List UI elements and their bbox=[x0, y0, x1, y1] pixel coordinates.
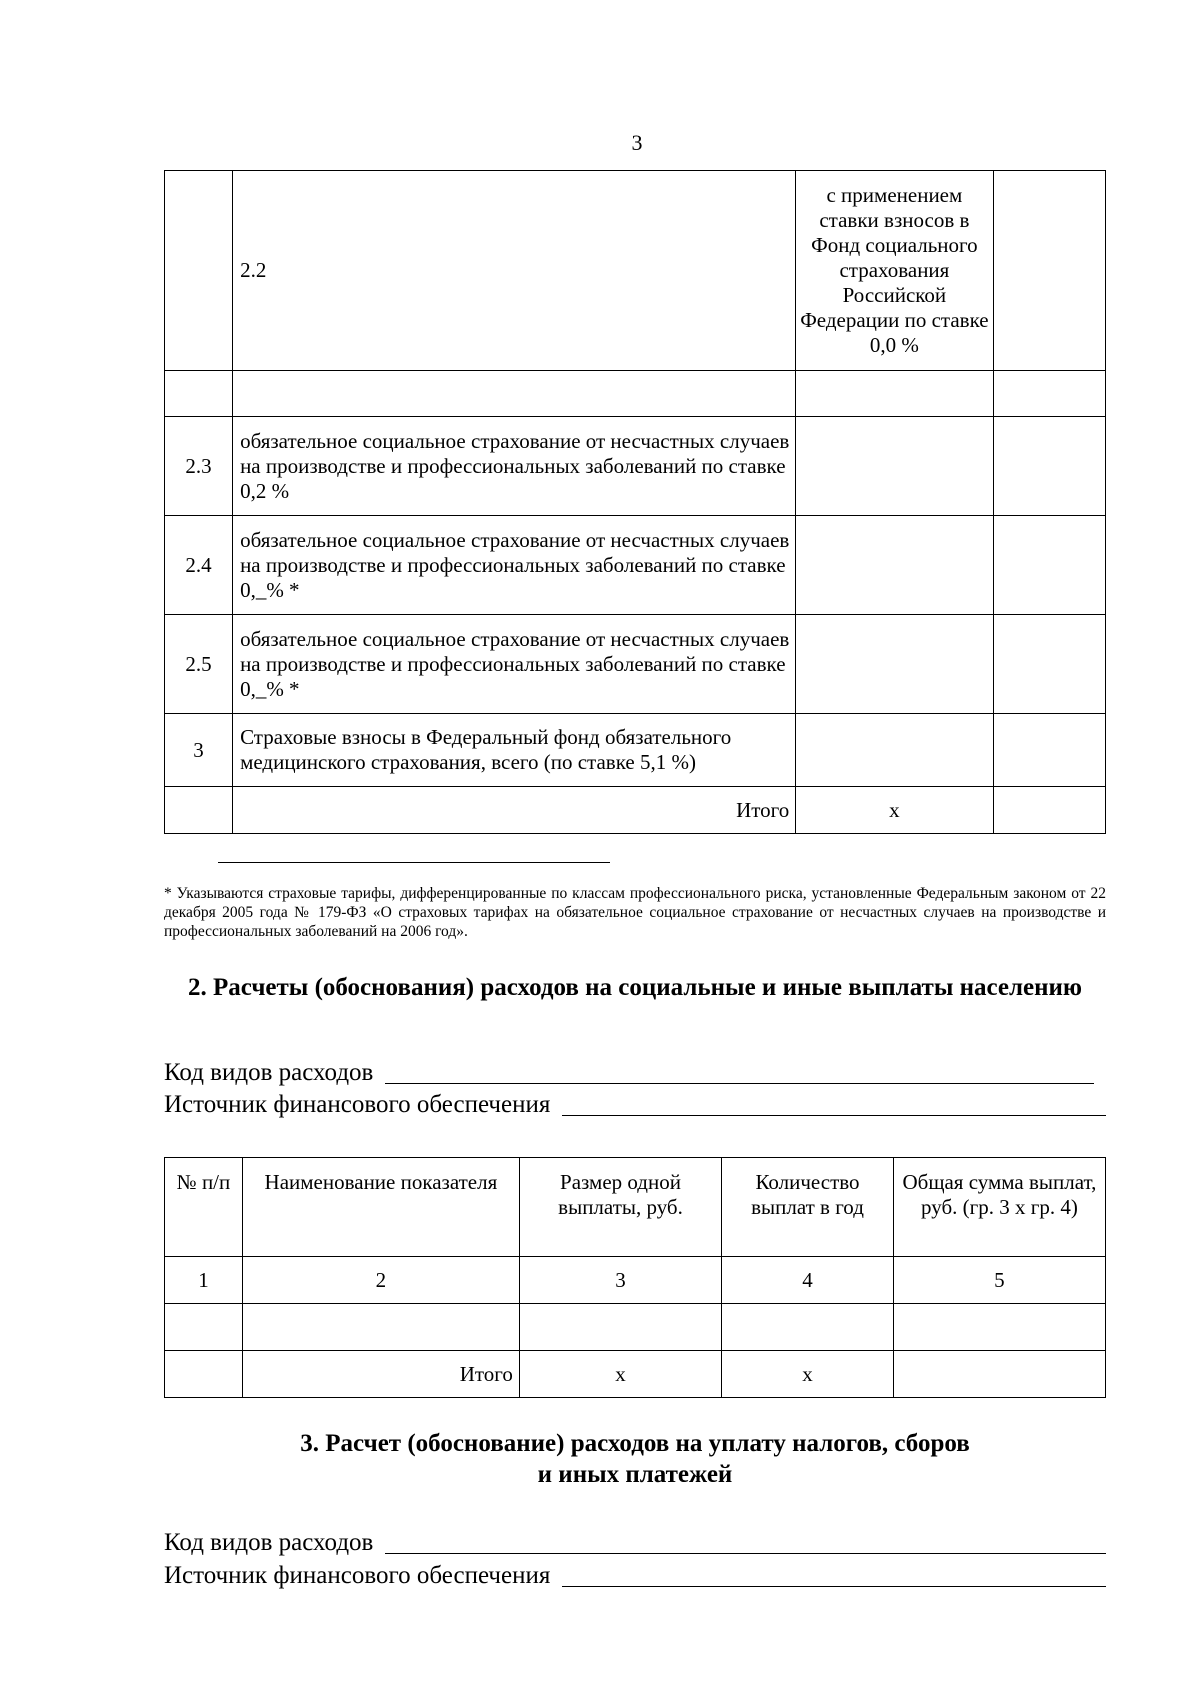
total-label: Итого bbox=[242, 1351, 519, 1398]
section-2-title: 2. Расчеты (обоснования) расходов на социальные и иные выплаты населению bbox=[187, 974, 1083, 1001]
row-number: 3 bbox=[165, 714, 233, 787]
col-header-total-sum: Общая сумма выплат, руб. (гр. 3 х гр. 4) bbox=[893, 1158, 1105, 1257]
row-name: обязательное социальное страхование от несчастных случаев на производстве и профессиональных заболеваний по ставке 0,2 % bbox=[233, 417, 796, 516]
col-number: 3 bbox=[519, 1257, 721, 1304]
section-3-funding-source bbox=[164, 1561, 1106, 1591]
row-number: 2.3 bbox=[165, 417, 233, 516]
total-label: Итого bbox=[233, 787, 796, 834]
row-basis: с применением ставки взносов в Фонд социального страхования Российской Федерации по ставке 0,0 % bbox=[796, 171, 993, 371]
section-2-expense-code bbox=[164, 1058, 1106, 1088]
row-amount bbox=[993, 171, 1105, 371]
table-row bbox=[165, 1304, 1106, 1351]
expense-code-blank[interactable] bbox=[385, 1083, 1094, 1084]
table-row bbox=[165, 371, 1106, 417]
row-name: Страховые взносы в Федеральный фонд обязательного медицинского страхования, всего (по ставке 5,1 %) bbox=[233, 714, 796, 787]
total-payment-size: x bbox=[519, 1351, 721, 1398]
row-amount bbox=[993, 516, 1105, 615]
insurance-contributions-table bbox=[164, 170, 1106, 834]
row-number bbox=[165, 171, 233, 371]
row-basis bbox=[796, 516, 993, 615]
row-name bbox=[233, 371, 796, 417]
table-row bbox=[165, 516, 1106, 615]
social-payments-table bbox=[164, 1157, 1106, 1398]
table-cell bbox=[165, 1304, 243, 1351]
total-sum bbox=[893, 1351, 1105, 1398]
col-header-payment-size: Размер одной выплаты, руб. bbox=[519, 1158, 721, 1257]
table-cell bbox=[519, 1304, 721, 1351]
col-number: 2 bbox=[242, 1257, 519, 1304]
table-row bbox=[165, 615, 1106, 714]
total-amount bbox=[993, 787, 1105, 834]
section-3-title: 3. Расчет (обоснование) расходов на уплату налогов, сборов и иных платежей bbox=[300, 1430, 970, 1488]
table-row bbox=[165, 171, 1106, 371]
section-2-funding-source bbox=[164, 1090, 1106, 1120]
footnote-divider bbox=[218, 862, 610, 863]
table-row bbox=[165, 714, 1106, 787]
expense-code-label: Код видов расходов bbox=[164, 1059, 374, 1086]
total-basis: x bbox=[796, 787, 993, 834]
table-cell bbox=[722, 1304, 894, 1351]
funding-source-blank[interactable] bbox=[562, 1586, 1106, 1587]
row-basis bbox=[796, 615, 993, 714]
row-amount bbox=[993, 615, 1105, 714]
row-amount bbox=[993, 714, 1105, 787]
row-basis bbox=[796, 371, 993, 417]
col-header-name: Наименование показателя bbox=[242, 1158, 519, 1257]
table-row bbox=[165, 417, 1106, 516]
column-numbers-row bbox=[165, 1257, 1106, 1304]
total-row bbox=[165, 1351, 1106, 1398]
row-name: 2.2 bbox=[233, 171, 796, 371]
row-number: 2.5 bbox=[165, 615, 233, 714]
col-header-num: № п/п bbox=[165, 1158, 243, 1257]
total-row bbox=[165, 787, 1106, 834]
col-number: 1 bbox=[165, 1257, 243, 1304]
col-header-payments-count: Количество выплат в год bbox=[722, 1158, 894, 1257]
row-basis bbox=[796, 417, 993, 516]
funding-source-label: Источник финансового обеспечения bbox=[164, 1562, 551, 1589]
col-number: 4 bbox=[722, 1257, 894, 1304]
row-amount bbox=[993, 417, 1105, 516]
total-payments-count: x bbox=[722, 1351, 894, 1398]
row-amount bbox=[993, 371, 1105, 417]
row-name: обязательное социальное страхование от несчастных случаев на производстве и профессиональных заболеваний по ставке 0,_% * bbox=[233, 615, 796, 714]
funding-source-blank[interactable] bbox=[562, 1115, 1106, 1116]
col-number: 5 bbox=[893, 1257, 1105, 1304]
header-row bbox=[165, 1158, 1106, 1257]
page-number: 3 bbox=[631, 130, 643, 155]
table-cell bbox=[242, 1304, 519, 1351]
table-cell bbox=[893, 1304, 1105, 1351]
footnote: * Указываются страховые тарифы, дифференцированные по классам профессионального риска, установленные Федеральным законом от 22 декабря 2005 года № 179-ФЗ «О страховых тарифах на обязательное социальное страхование от несчастных случаев на производстве и профессиональных заболеваний на 2006 год». bbox=[164, 885, 1106, 940]
row-basis bbox=[796, 714, 993, 787]
expense-code-label: Код видов расходов bbox=[164, 1529, 374, 1556]
row-number bbox=[165, 371, 233, 417]
section-3-expense-code bbox=[164, 1528, 1106, 1558]
row-name: обязательное социальное страхование от несчастных случаев на производстве и профессиональных заболеваний по ставке 0,_% * bbox=[233, 516, 796, 615]
row-number: 2.4 bbox=[165, 516, 233, 615]
expense-code-blank[interactable] bbox=[385, 1553, 1106, 1554]
funding-source-label: Источник финансового обеспечения bbox=[164, 1091, 551, 1118]
